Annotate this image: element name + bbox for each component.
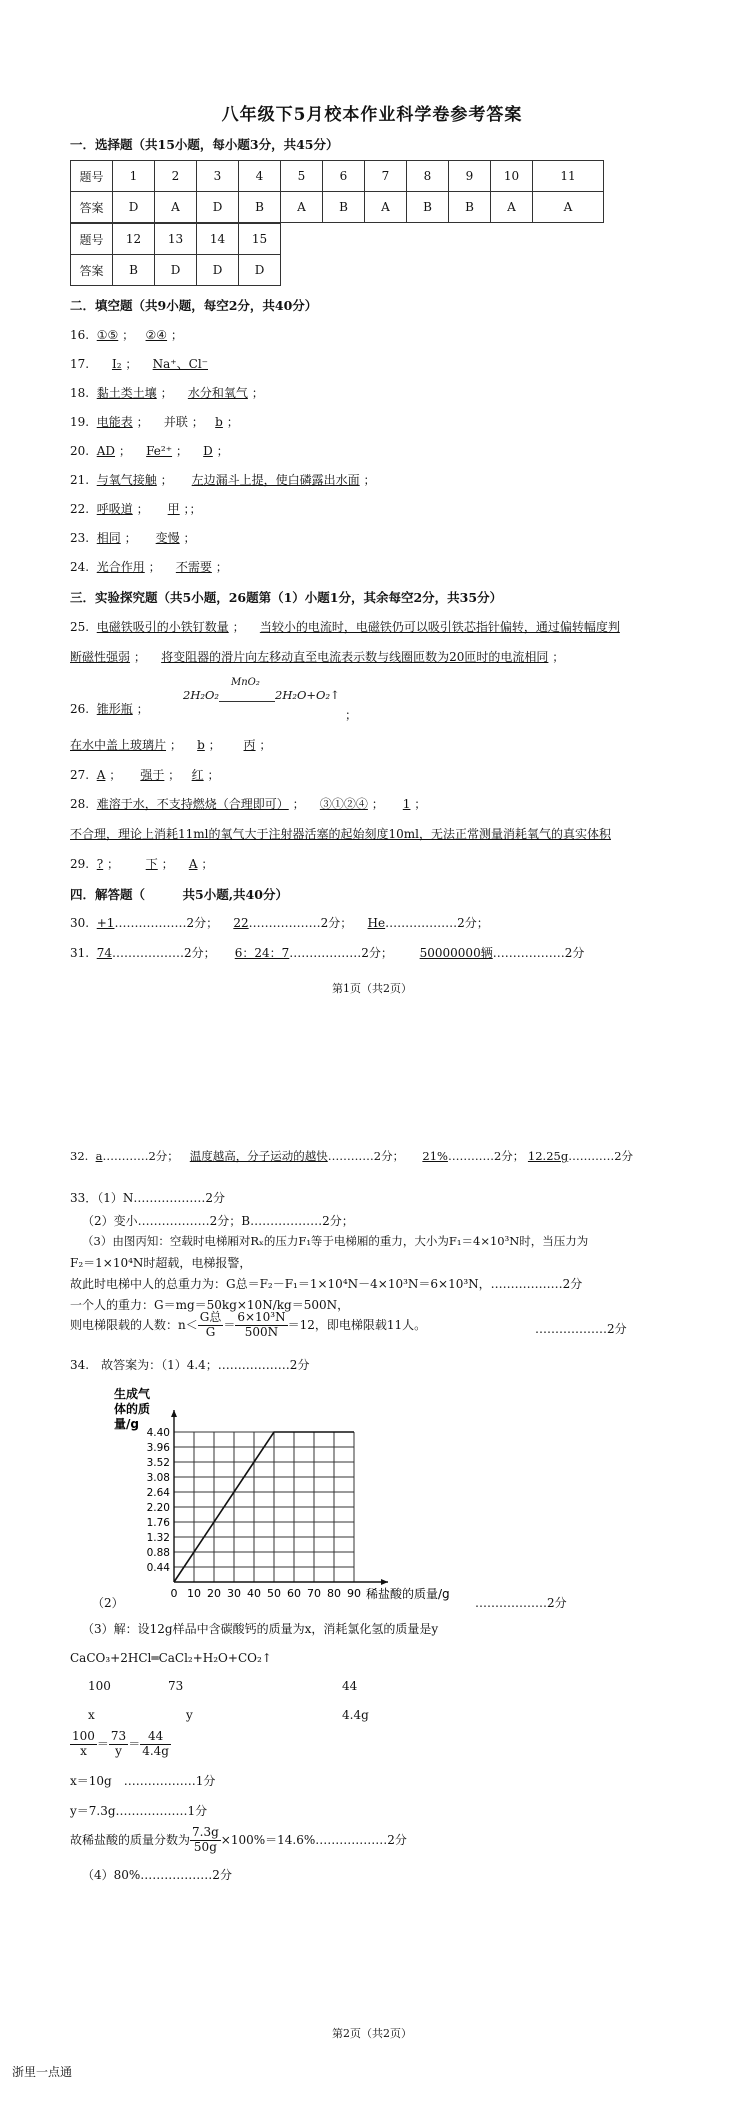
- separator: ；: [175, 444, 188, 458]
- table-cell: B: [449, 192, 491, 223]
- answer-line-19: [70, 413, 239, 430]
- table-cell: B: [113, 255, 155, 286]
- answer-blank: 74: [96, 946, 113, 960]
- score-leader: …………2分；: [102, 1149, 179, 1163]
- unknown-y: y: [186, 1708, 193, 1722]
- chart-question-label: （2）: [92, 1596, 124, 1610]
- gas-mass-chart: [112, 1380, 472, 1616]
- separator: ；: [170, 328, 183, 342]
- separator: ；: [232, 620, 245, 634]
- question-number: 22.: [70, 502, 90, 516]
- answer-line-32: [70, 1148, 633, 1164]
- ratio-1: [70, 1730, 97, 1759]
- numerator: 73: [110, 1729, 127, 1743]
- y-axis-label-line-1: 生成气: [114, 1387, 151, 1401]
- answer-blank: 电磁铁吸引的小铁钉数量: [96, 620, 229, 634]
- table-cell: 14: [197, 224, 239, 255]
- answer-blank: 6：24：7: [234, 946, 290, 960]
- answer-blank: 温度越高，分子运动的越快: [189, 1149, 328, 1163]
- answer-table-2: [70, 223, 281, 286]
- question-number: 29.: [70, 857, 90, 871]
- table-cell: 1: [113, 161, 155, 192]
- q33-line-1: 33．（1）N………………2分: [70, 1191, 226, 1205]
- page-1-footer: 第1页（共2页）: [332, 982, 412, 995]
- question-number: 26.: [70, 702, 90, 716]
- answer-blank: ①⑤: [96, 328, 119, 342]
- separator: ；: [118, 444, 131, 458]
- table-cell: 9: [449, 161, 491, 192]
- separator: ；: [109, 768, 122, 782]
- fraction-value: [235, 1311, 287, 1340]
- separator: ；: [201, 857, 214, 871]
- question-number: 20.: [70, 444, 90, 458]
- formula-text: 则电梯限载的人数：n＜: [70, 1317, 198, 1332]
- denominator: 50g: [193, 1839, 217, 1854]
- answer-table-1: [70, 160, 604, 223]
- separator: ；: [183, 531, 196, 545]
- table-cell: 13: [155, 224, 197, 255]
- answer-blank: 丙: [243, 738, 256, 752]
- score-leader: ………………2分；: [114, 916, 219, 930]
- row-label: 题号: [71, 161, 113, 192]
- answer-blank: 当较小的电流时，电磁铁仍可以吸引铁芯指针偏转，通过偏转幅度判: [259, 620, 620, 634]
- answer-blank: A: [188, 857, 198, 871]
- answer-blank: 下: [145, 857, 158, 871]
- separator: ；: [363, 473, 376, 487]
- reaction-arrow: [219, 676, 275, 702]
- answer-line-26: [70, 700, 149, 717]
- x-tick-label: 50: [267, 1587, 281, 1600]
- q33-line-3: （3）由图丙知：空载时电梯厢对Rₓ的压力F₁等于电梯厢的重力，大小为F₁＝4×10³N时，当压力为: [82, 1234, 589, 1248]
- answer-blank: b: [215, 415, 223, 429]
- answer-blank: 甲: [167, 502, 180, 516]
- numerator: 44: [140, 1730, 171, 1745]
- answer-blank: A: [96, 768, 106, 782]
- x-tick-label: 40: [247, 1587, 261, 1600]
- answer-line-25: [70, 618, 620, 635]
- separator: ；: [122, 328, 135, 342]
- x-tick-label: 0: [170, 1587, 178, 1600]
- separator: ；: [208, 738, 221, 752]
- x-axis-label: 稀盐酸的质量/g: [366, 1587, 450, 1601]
- score-leader: ………………2分；: [385, 916, 489, 930]
- denominator: G: [205, 1324, 216, 1339]
- question-number: 23.: [70, 531, 90, 545]
- ratio-2: [109, 1730, 128, 1759]
- separator: ；: [552, 650, 565, 664]
- answer-blank: 断磁性强弱: [70, 650, 131, 664]
- q34-result-x: x＝10g ………………1分: [70, 1774, 216, 1788]
- fraction-percent: [190, 1826, 221, 1855]
- separator: ；: [136, 702, 149, 716]
- molar-mass-3: 44: [342, 1679, 358, 1693]
- answer-line-27: [70, 766, 220, 783]
- answer-blank: 变慢: [155, 531, 180, 545]
- table-cell: 7: [365, 161, 407, 192]
- answer-blank: 不需要: [175, 560, 212, 574]
- y-axis-arrow: [171, 1410, 177, 1417]
- formula-text: 故稀盐酸的质量分数为: [70, 1832, 191, 1847]
- section-2-heading: 二．填空题（共9小题，每空2分，共40分）: [70, 298, 318, 313]
- question-number: 25.: [70, 620, 90, 634]
- q34-line-3: （3）解：设12g样品中含碳酸钙的质量为x，消耗氯化氢的质量是y: [82, 1622, 439, 1636]
- answer-blank: He: [367, 916, 386, 930]
- denominator: y: [115, 1743, 122, 1758]
- answer-blank: 黏土类土壤: [96, 386, 157, 400]
- table-cell: D: [155, 255, 197, 286]
- equals: ＝: [223, 1317, 236, 1332]
- answer-blank: 并联: [163, 415, 188, 429]
- answer-line-30: [70, 914, 489, 931]
- score-leader: ………………2分: [492, 946, 585, 960]
- reactant: 2H₂O₂: [183, 688, 219, 702]
- question-number: 27.: [70, 768, 90, 782]
- question-number: 19.: [70, 415, 90, 429]
- table-cell: A: [155, 192, 197, 223]
- question-number: 31.: [70, 946, 90, 960]
- section-4-heading: 四．解答题（ 共5小题,共40分）: [70, 887, 288, 902]
- numerator: G总: [199, 1310, 222, 1324]
- question-number: 21.: [70, 473, 90, 487]
- answer-line-18: [70, 384, 264, 401]
- page-title: 八年级下5月校本作业科学卷参考答案: [221, 105, 523, 125]
- separator: ；: [160, 473, 173, 487]
- section-1-heading: 一．选择题（共15小题，每小题3分，共45分）: [70, 137, 339, 152]
- table-cell: A: [533, 192, 604, 223]
- score-leader: ………………2分；: [289, 946, 393, 960]
- separator: ；: [124, 531, 137, 545]
- numerator: 7.3g: [192, 1825, 219, 1839]
- fraction-weight: [198, 1311, 224, 1340]
- answer-blank: 水分和氧气: [187, 386, 248, 400]
- q34-line-10: （4）80%………………2分: [82, 1868, 232, 1882]
- table-cell: 11: [533, 161, 604, 192]
- table-cell: 2: [155, 161, 197, 192]
- score-leader: …………2分: [568, 1149, 634, 1163]
- answer-blank: 1: [402, 797, 411, 811]
- y-tick-label: 0.44: [146, 1562, 170, 1574]
- row-label: 答案: [71, 255, 113, 286]
- separator: ；: [107, 857, 120, 871]
- separator: ；: [226, 415, 239, 429]
- formula-text: ＝12，即电梯限载11人。: [287, 1317, 427, 1332]
- chart-grid: [174, 1432, 354, 1582]
- table-cell: B: [323, 192, 365, 223]
- x-tick-label: 70: [307, 1587, 321, 1600]
- separator: ；: [169, 738, 182, 752]
- section-3-heading: 三．实验探究题（共5小题，26题第（1）小题1分，其余每空2分，共35分）: [70, 590, 503, 605]
- answer-line-22: [70, 500, 202, 517]
- answer-blank: 22: [233, 916, 249, 930]
- answer-blank: a: [95, 1149, 103, 1163]
- answer-blank: Na⁺、Cl⁻: [152, 357, 208, 371]
- separator: ；: [161, 857, 174, 871]
- x-axis-arrow: [381, 1579, 388, 1585]
- separator: ；: [414, 797, 427, 811]
- separator: ；: [168, 768, 181, 782]
- y-tick-label: 0.88: [146, 1547, 170, 1559]
- score-leader: ………………2分；: [112, 946, 216, 960]
- table-cell: 3: [197, 161, 239, 192]
- chemical-equation: [183, 676, 340, 702]
- question-number: 17.: [70, 357, 90, 371]
- table-cell: D: [239, 255, 281, 286]
- product: 2H₂O+O₂↑: [275, 688, 340, 702]
- answer-line-28-cont: [70, 825, 611, 842]
- answer-line-26-cont: [70, 736, 271, 753]
- y-tick-label: 1.32: [146, 1532, 170, 1544]
- answer-blank: ?: [96, 857, 104, 871]
- separator: ；: [125, 357, 138, 371]
- separator: ；: [215, 560, 228, 574]
- formula-text: ×100%＝14.6%………………2分: [220, 1832, 407, 1847]
- denominator: 4.4g: [142, 1743, 169, 1758]
- table-cell: 10: [491, 161, 533, 192]
- separator: ；: [207, 768, 220, 782]
- q33-line-7: [70, 1311, 426, 1340]
- watermark-text: 浙里一点通: [12, 2065, 73, 2079]
- table-cell: 8: [407, 161, 449, 192]
- denominator: x: [80, 1743, 87, 1758]
- answer-blank: I₂: [111, 357, 122, 371]
- table-cell: B: [407, 192, 449, 223]
- y-tick-label: 3.08: [146, 1472, 170, 1484]
- x-tick-label: 80: [327, 1587, 341, 1600]
- q33-line-5: 故此时电梯中人的总重力为：G总＝F₂－F₁＝1×10⁴N－4×10³N＝6×10³N，………………2分: [70, 1277, 583, 1291]
- question-number: 32.: [70, 1149, 89, 1163]
- answer-line-17: [70, 355, 208, 372]
- table-cell: 5: [281, 161, 323, 192]
- x-tick-label: 20: [207, 1587, 221, 1600]
- proportion-equation: $\frac{100}{x}$ ＝ $\frac{73}{y}$ ＝ $\frac{44}{4.4g}$: [72, 1729, 169, 1758]
- numerator: 6×10³N: [237, 1310, 286, 1324]
- score-leader: …………2分；: [327, 1149, 405, 1163]
- y-tick-label: 1.76: [146, 1517, 170, 1529]
- answer-blank: 与氧气接触: [96, 473, 157, 487]
- answer-line-29: [70, 855, 213, 872]
- question-number: 28.: [70, 797, 90, 811]
- answer-line-20: [70, 442, 229, 459]
- table-row-answers: [71, 255, 281, 286]
- q34-percentage: [70, 1826, 407, 1855]
- answer-blank: 在水中盖上玻璃片: [70, 738, 167, 752]
- q33-line-6: 一个人的重力：G＝mg＝50kg×10N/kg＝500N，: [70, 1298, 350, 1312]
- question-number: 18.: [70, 386, 90, 400]
- answer-blank: b: [197, 738, 205, 752]
- score-leader: ………………2分；: [248, 916, 353, 930]
- y-axis-label-line-3: 量/g: [114, 1417, 139, 1431]
- table-cell: A: [281, 192, 323, 223]
- answer-blank: 21%: [422, 1149, 448, 1163]
- answer-blank: 左边漏斗上提，使白磷露出水面: [191, 473, 360, 487]
- catalyst-label: MnO₂: [231, 676, 260, 688]
- answer-line-28: [70, 795, 426, 812]
- y-tick-label: 3.52: [146, 1457, 170, 1469]
- separator: ；: [371, 797, 384, 811]
- table-cell: D: [197, 192, 239, 223]
- chart-axes: [171, 1410, 388, 1585]
- q34-equation: CaCO₃+2HCl═CaCl₂+H₂O+CO₂↑: [70, 1651, 272, 1665]
- answer-line-23: [70, 529, 196, 546]
- answer-line-25-cont: [70, 648, 564, 665]
- separator: ；；: [183, 502, 202, 516]
- answer-blank: 不合理，理论上消耗11ml的氧气大于注射器活塞的起始刻度10ml，无法正常测量消耗氧气的真实体积: [70, 827, 611, 841]
- answer-blank: 强于: [140, 768, 165, 782]
- separator: ；: [136, 502, 149, 516]
- separator: ；: [136, 415, 149, 429]
- y-tick-label: 2.20: [146, 1502, 170, 1514]
- answer-blank: 锥形瓶: [96, 702, 133, 716]
- y-tick-label: 4.40: [146, 1427, 170, 1439]
- q33-line-2: （2）变小………………2分；B………………2分；: [82, 1214, 354, 1228]
- ratio-3: [140, 1730, 171, 1759]
- separator: ；: [292, 797, 305, 811]
- answer-blank: ②④: [145, 328, 168, 342]
- table-cell: 15: [239, 224, 281, 255]
- x-tick-label: 90: [347, 1587, 361, 1600]
- answer-blank: 电能表: [96, 415, 133, 429]
- answer-line-24: [70, 558, 228, 575]
- unknown-x: x: [88, 1708, 95, 1722]
- separator: ；: [216, 444, 229, 458]
- answer-blank: D: [203, 444, 213, 458]
- y-tick-label: 2.64: [146, 1487, 170, 1499]
- separator: ；: [259, 738, 272, 752]
- answer-blank: 相同: [96, 531, 121, 545]
- separator: ；: [148, 560, 161, 574]
- table-cell: D: [197, 255, 239, 286]
- separator: ；: [345, 708, 358, 722]
- table-cell: A: [365, 192, 407, 223]
- separator: ；: [191, 415, 204, 429]
- answer-blank: +1: [96, 916, 115, 930]
- score-leader: …………2分；: [447, 1149, 525, 1163]
- x-tick-label: 10: [187, 1587, 201, 1600]
- question-number: 16.: [70, 328, 90, 342]
- table-cell: 6: [323, 161, 365, 192]
- answer-blank: 难溶于水，不支持燃烧（合理即可）: [96, 797, 289, 811]
- x-tick-label: 60: [287, 1587, 301, 1600]
- y-tick-label: 3.96: [146, 1442, 170, 1454]
- x-tick-label: 30: [227, 1587, 241, 1600]
- answer-blank: 将变阻器的滑片向左移动直至电流表示数与线圈匝数为20匝时的电流相同: [161, 650, 549, 664]
- q34-line-1: 34. 故答案为：（1）4.4；………………2分: [70, 1358, 310, 1372]
- table-cell: 4: [239, 161, 281, 192]
- answer-line-21: [70, 471, 376, 488]
- table-cell: 12: [113, 224, 155, 255]
- question-number: 30.: [70, 916, 90, 930]
- q33-line-4: F₂＝1×10⁴N时超载，电梯报警，: [70, 1256, 252, 1270]
- row-label: 答案: [71, 192, 113, 223]
- table-cell: D: [113, 192, 155, 223]
- page-2-footer: 第2页（共2页）: [332, 2027, 412, 2040]
- table-row-answers: [71, 192, 604, 223]
- q34-result-y: y＝7.3g………………1分: [70, 1804, 208, 1818]
- separator: ；: [133, 650, 146, 664]
- score-leader: ………………2分: [535, 1322, 627, 1336]
- known-mass: 4.4g: [342, 1708, 369, 1722]
- question-number: 24.: [70, 560, 90, 574]
- score-leader: ………………2分: [475, 1596, 567, 1610]
- answer-line-16: [70, 326, 183, 343]
- answer-blank: 红: [191, 768, 204, 782]
- answer-blank: 光合作用: [96, 560, 145, 574]
- table-cell: B: [239, 192, 281, 223]
- answer-blank: ③①②④: [319, 797, 368, 811]
- answer-blank: 12.25g: [527, 1149, 569, 1163]
- row-label: 题号: [71, 224, 113, 255]
- table-cell: A: [491, 192, 533, 223]
- y-axis-label-line-2: 体的质: [114, 1402, 151, 1416]
- table-row-numbers: [71, 224, 281, 255]
- numerator: 100: [72, 1729, 95, 1743]
- answer-blank: 呼吸道: [96, 502, 133, 516]
- table-row-numbers: [71, 161, 604, 192]
- answer-blank: Fe²⁺: [146, 444, 173, 458]
- answer-line-31: [70, 944, 584, 961]
- separator: ；: [251, 386, 264, 400]
- answer-blank: 50000000辆: [419, 946, 493, 960]
- denominator: 500N: [244, 1324, 279, 1339]
- separator: ；: [160, 386, 173, 400]
- answer-blank: AD: [96, 444, 116, 458]
- molar-mass-1: 100: [88, 1679, 111, 1693]
- molar-mass-2: 73: [168, 1679, 184, 1693]
